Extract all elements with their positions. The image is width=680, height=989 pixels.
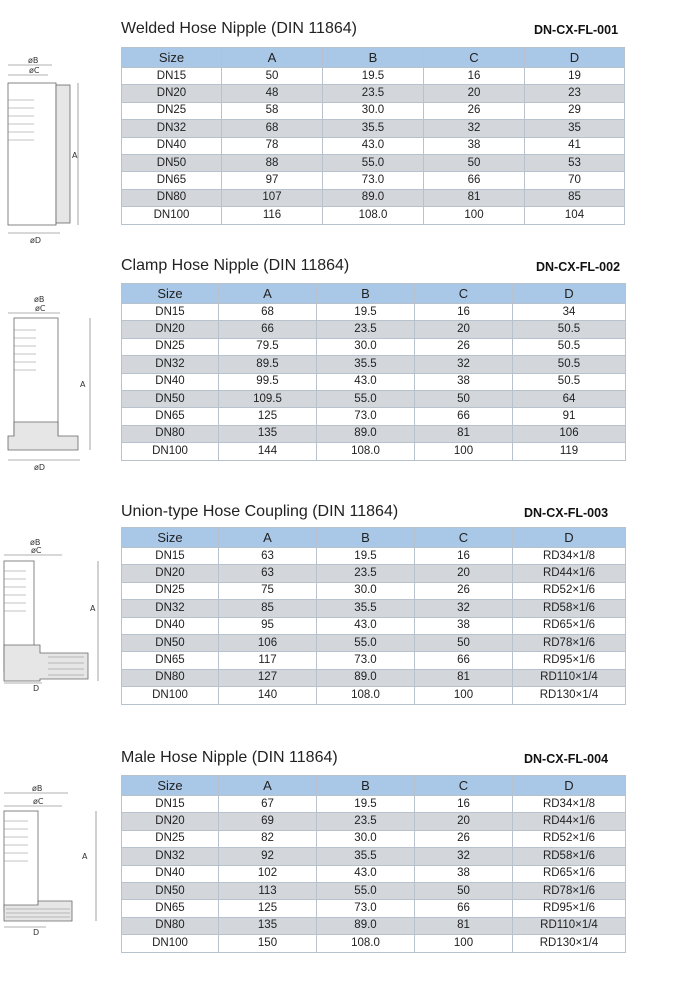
table-row bbox=[122, 356, 626, 373]
table-cell: 63 bbox=[219, 548, 317, 565]
table-cell: 85 bbox=[219, 600, 317, 617]
table-cell: 50 bbox=[222, 68, 323, 85]
dim-label: A bbox=[80, 380, 86, 389]
table-cell: 41 bbox=[525, 137, 625, 154]
table-cell: DN40 bbox=[122, 865, 219, 882]
dim-label: A bbox=[72, 151, 78, 160]
table-cell: 50.5 bbox=[513, 373, 626, 390]
table-cell: 50.5 bbox=[513, 356, 626, 373]
table-cell: 66 bbox=[424, 172, 525, 189]
section-title: Clamp Hose Nipple (DIN 11864) bbox=[121, 257, 350, 274]
table-cell: 20 bbox=[415, 813, 513, 830]
table-cell: 66 bbox=[415, 900, 513, 917]
table-cell: DN65 bbox=[122, 900, 219, 917]
table-cell: 82 bbox=[219, 830, 317, 847]
table-cell: DN100 bbox=[122, 443, 219, 460]
table-cell: 23.5 bbox=[317, 321, 415, 338]
spec-table bbox=[121, 527, 626, 705]
table-cell: RD130×1/4 bbox=[513, 687, 626, 704]
table-cell: RD34×1/8 bbox=[513, 796, 626, 813]
table-cell: 89.0 bbox=[317, 917, 415, 934]
table-cell: DN15 bbox=[122, 796, 219, 813]
table-cell: 23.5 bbox=[317, 565, 415, 582]
table-cell: 16 bbox=[424, 68, 525, 85]
table-cell: RD44×1/6 bbox=[513, 813, 626, 830]
table-cell: DN65 bbox=[122, 408, 219, 425]
table-cell: DN20 bbox=[122, 321, 219, 338]
table-row bbox=[122, 321, 626, 338]
table-cell: 81 bbox=[415, 917, 513, 934]
table-cell: 20 bbox=[415, 565, 513, 582]
table-cell: 26 bbox=[415, 830, 513, 847]
table-cell: DN32 bbox=[122, 356, 219, 373]
table-cell: 73.0 bbox=[317, 652, 415, 669]
table-row bbox=[122, 102, 625, 119]
table-cell: DN25 bbox=[122, 338, 219, 355]
table-cell: 92 bbox=[219, 848, 317, 865]
table-row bbox=[122, 600, 626, 617]
table-cell: 106 bbox=[513, 425, 626, 442]
table-cell: 16 bbox=[415, 796, 513, 813]
table-cell: 34 bbox=[513, 304, 626, 321]
section-title: Welded Hose Nipple (DIN 11864) bbox=[121, 20, 357, 37]
table-cell: 117 bbox=[219, 652, 317, 669]
table-cell: 75 bbox=[219, 582, 317, 599]
table-cell: 32 bbox=[424, 120, 525, 137]
table-row bbox=[122, 900, 626, 917]
table-cell: 107 bbox=[222, 189, 323, 206]
table-cell: 63 bbox=[219, 565, 317, 582]
table-row bbox=[122, 865, 626, 882]
technical-drawing bbox=[0, 779, 110, 989]
table-cell: 89.0 bbox=[323, 189, 424, 206]
table-cell: 109.5 bbox=[219, 390, 317, 407]
table-cell: 67 bbox=[219, 796, 317, 813]
table-cell: 19.5 bbox=[317, 304, 415, 321]
table-cell: 16 bbox=[415, 548, 513, 565]
table-row bbox=[122, 85, 625, 102]
table-row bbox=[122, 304, 626, 321]
product-code: DN-CX-FL-003 bbox=[524, 506, 609, 520]
table-cell: 38 bbox=[424, 137, 525, 154]
table-cell: 73.0 bbox=[323, 172, 424, 189]
table-cell: DN100 bbox=[122, 935, 219, 952]
table-cell: 23.5 bbox=[317, 813, 415, 830]
table-cell: 88 bbox=[222, 154, 323, 171]
dim-label: øC bbox=[35, 304, 46, 313]
table-cell: 125 bbox=[219, 408, 317, 425]
table-cell: RD95×1/6 bbox=[513, 652, 626, 669]
table-cell: 106 bbox=[219, 634, 317, 651]
table-cell: DN25 bbox=[122, 830, 219, 847]
table-cell: 127 bbox=[219, 669, 317, 686]
table-cell: 135 bbox=[219, 425, 317, 442]
table-row bbox=[122, 68, 625, 85]
table-row bbox=[122, 120, 625, 137]
table-cell: 26 bbox=[415, 582, 513, 599]
table-cell: 55.0 bbox=[317, 634, 415, 651]
table-cell: 95 bbox=[219, 617, 317, 634]
column-header-b: B bbox=[317, 284, 415, 304]
table-cell: 50 bbox=[415, 390, 513, 407]
table-cell: DN20 bbox=[122, 85, 222, 102]
dim-label: D bbox=[33, 684, 40, 693]
table-cell: RD52×1/6 bbox=[513, 582, 626, 599]
table-cell: DN32 bbox=[122, 848, 219, 865]
table-cell: 16 bbox=[415, 304, 513, 321]
table-cell: 81 bbox=[415, 669, 513, 686]
table-row bbox=[122, 425, 626, 442]
table-cell: 38 bbox=[415, 617, 513, 634]
table-cell: 85 bbox=[525, 189, 625, 206]
table-row bbox=[122, 813, 626, 830]
table-cell: DN15 bbox=[122, 548, 219, 565]
section-title: Male Hose Nipple (DIN 11864) bbox=[121, 749, 338, 766]
table-cell: 108.0 bbox=[317, 687, 415, 704]
column-header-size: Size bbox=[122, 284, 219, 304]
table-cell: 89.0 bbox=[317, 669, 415, 686]
table-cell: 50 bbox=[415, 634, 513, 651]
table-cell: 55.0 bbox=[317, 882, 415, 899]
table-row bbox=[122, 882, 626, 899]
table-row bbox=[122, 137, 625, 154]
table-cell: 23.5 bbox=[323, 85, 424, 102]
dim-label: øD bbox=[30, 236, 42, 245]
table-cell: DN32 bbox=[122, 600, 219, 617]
table-cell: 81 bbox=[424, 189, 525, 206]
table-cell: 29 bbox=[525, 102, 625, 119]
table-cell: 43.0 bbox=[317, 865, 415, 882]
table-cell: DN80 bbox=[122, 189, 222, 206]
table-row bbox=[122, 207, 625, 224]
table-row bbox=[122, 154, 625, 171]
table-cell: 23 bbox=[525, 85, 625, 102]
table-row bbox=[122, 443, 626, 460]
table-cell: 30.0 bbox=[317, 830, 415, 847]
table-cell: 35 bbox=[525, 120, 625, 137]
table-cell: RD78×1/6 bbox=[513, 634, 626, 651]
column-header-d: D bbox=[513, 776, 626, 796]
column-header-c: C bbox=[415, 528, 513, 548]
table-cell: RD130×1/4 bbox=[513, 935, 626, 952]
table-cell: 91 bbox=[513, 408, 626, 425]
table-cell: 30.0 bbox=[317, 582, 415, 599]
table-row bbox=[122, 830, 626, 847]
table-cell: 48 bbox=[222, 85, 323, 102]
dim-label: øD bbox=[34, 463, 46, 472]
dim-label: A bbox=[82, 852, 88, 861]
table-cell: RD110×1/4 bbox=[513, 669, 626, 686]
table-cell: 32 bbox=[415, 356, 513, 373]
table-cell: 53 bbox=[525, 154, 625, 171]
table-cell: 30.0 bbox=[317, 338, 415, 355]
column-header-b: B bbox=[317, 528, 415, 548]
dim-label: øB bbox=[30, 538, 41, 547]
table-cell: 32 bbox=[415, 848, 513, 865]
table-row bbox=[122, 634, 626, 651]
product-code: DN-CX-FL-004 bbox=[524, 752, 609, 766]
column-header-b: B bbox=[317, 776, 415, 796]
table-cell: 70 bbox=[525, 172, 625, 189]
table-cell: RD44×1/6 bbox=[513, 565, 626, 582]
column-header-b: B bbox=[323, 48, 424, 68]
dim-label: øB bbox=[34, 295, 45, 304]
table-cell: 50.5 bbox=[513, 338, 626, 355]
table-cell: 26 bbox=[415, 338, 513, 355]
product-code: DN-CX-FL-001 bbox=[534, 23, 619, 37]
table-cell: 20 bbox=[415, 321, 513, 338]
table-cell: 30.0 bbox=[323, 102, 424, 119]
table-cell: 89.5 bbox=[219, 356, 317, 373]
table-cell: 55.0 bbox=[317, 390, 415, 407]
table-cell: DN40 bbox=[122, 373, 219, 390]
table-cell: 116 bbox=[222, 207, 323, 224]
table-cell: 97 bbox=[222, 172, 323, 189]
technical-drawing bbox=[0, 533, 110, 733]
table-row bbox=[122, 652, 626, 669]
table-cell: 55.0 bbox=[323, 154, 424, 171]
table-cell: RD58×1/6 bbox=[513, 600, 626, 617]
table-cell: RD65×1/6 bbox=[513, 865, 626, 882]
table-cell: 104 bbox=[525, 207, 625, 224]
column-header-a: A bbox=[222, 48, 323, 68]
table-cell: 108.0 bbox=[317, 935, 415, 952]
table-cell: 100 bbox=[415, 443, 513, 460]
table-cell: 35.5 bbox=[317, 356, 415, 373]
table-row bbox=[122, 617, 626, 634]
table-cell: DN65 bbox=[122, 172, 222, 189]
table-cell: DN100 bbox=[122, 687, 219, 704]
table-cell: 89.0 bbox=[317, 425, 415, 442]
table-cell: DN80 bbox=[122, 669, 219, 686]
technical-drawing bbox=[0, 50, 110, 250]
table-cell: 150 bbox=[219, 935, 317, 952]
table-cell: 50 bbox=[415, 882, 513, 899]
table-cell: 100 bbox=[415, 935, 513, 952]
table-cell: 35.5 bbox=[323, 120, 424, 137]
table-cell: DN40 bbox=[122, 617, 219, 634]
table-cell: DN15 bbox=[122, 304, 219, 321]
table-cell: 102 bbox=[219, 865, 317, 882]
table-row bbox=[122, 935, 626, 952]
table-cell: 113 bbox=[219, 882, 317, 899]
table-cell: 73.0 bbox=[317, 900, 415, 917]
table-cell: 38 bbox=[415, 373, 513, 390]
column-header-d: D bbox=[513, 528, 626, 548]
table-row bbox=[122, 189, 625, 206]
table-cell: 135 bbox=[219, 917, 317, 934]
table-cell: DN65 bbox=[122, 652, 219, 669]
table-cell: DN15 bbox=[122, 68, 222, 85]
table-cell: 38 bbox=[415, 865, 513, 882]
table-row bbox=[122, 917, 626, 934]
table-cell: 78 bbox=[222, 137, 323, 154]
table-cell: 100 bbox=[424, 207, 525, 224]
table-cell: DN80 bbox=[122, 917, 219, 934]
table-cell: DN80 bbox=[122, 425, 219, 442]
table-row bbox=[122, 548, 626, 565]
table-row bbox=[122, 390, 626, 407]
table-cell: 26 bbox=[424, 102, 525, 119]
table-cell: DN20 bbox=[122, 813, 219, 830]
column-header-size: Size bbox=[122, 776, 219, 796]
table-cell: RD58×1/6 bbox=[513, 848, 626, 865]
table-cell: 108.0 bbox=[323, 207, 424, 224]
table-cell: DN20 bbox=[122, 565, 219, 582]
table-cell: 66 bbox=[415, 408, 513, 425]
table-cell: 66 bbox=[219, 321, 317, 338]
column-header-d: D bbox=[513, 284, 626, 304]
table-cell: DN100 bbox=[122, 207, 222, 224]
dim-label: A bbox=[90, 604, 96, 613]
table-cell: 119 bbox=[513, 443, 626, 460]
dim-label: øC bbox=[31, 546, 42, 555]
table-cell: 108.0 bbox=[317, 443, 415, 460]
dim-label: øC bbox=[29, 66, 40, 75]
column-header-a: A bbox=[219, 528, 317, 548]
column-header-d: D bbox=[525, 48, 625, 68]
table-cell: 81 bbox=[415, 425, 513, 442]
dim-label: øB bbox=[28, 56, 39, 65]
table-cell: 43.0 bbox=[323, 137, 424, 154]
product-code: DN-CX-FL-002 bbox=[536, 260, 621, 274]
table-cell: 20 bbox=[424, 85, 525, 102]
table-cell: 144 bbox=[219, 443, 317, 460]
table-cell: 140 bbox=[219, 687, 317, 704]
table-row bbox=[122, 408, 626, 425]
spec-table bbox=[121, 775, 626, 953]
column-header-size: Size bbox=[122, 48, 222, 68]
table-cell: RD34×1/8 bbox=[513, 548, 626, 565]
table-row bbox=[122, 373, 626, 390]
column-header-size: Size bbox=[122, 528, 219, 548]
column-header-c: C bbox=[415, 776, 513, 796]
table-cell: 35.5 bbox=[317, 600, 415, 617]
section-title: Union-type Hose Coupling (DIN 11864) bbox=[121, 503, 399, 520]
table-cell: 43.0 bbox=[317, 617, 415, 634]
table-cell: 19.5 bbox=[323, 68, 424, 85]
table-cell: 68 bbox=[222, 120, 323, 137]
table-row bbox=[122, 669, 626, 686]
table-cell: DN32 bbox=[122, 120, 222, 137]
dim-label: D bbox=[33, 928, 40, 937]
table-row bbox=[122, 565, 626, 582]
table-cell: DN50 bbox=[122, 882, 219, 899]
table-cell: 50 bbox=[424, 154, 525, 171]
technical-drawing bbox=[0, 292, 110, 497]
table-cell: RD95×1/6 bbox=[513, 900, 626, 917]
column-header-c: C bbox=[415, 284, 513, 304]
table-cell: 73.0 bbox=[317, 408, 415, 425]
table-cell: 100 bbox=[415, 687, 513, 704]
table-cell: DN25 bbox=[122, 582, 219, 599]
table-cell: 19 bbox=[525, 68, 625, 85]
dim-label: øB bbox=[32, 784, 43, 793]
table-row bbox=[122, 582, 626, 599]
table-cell: 50.5 bbox=[513, 321, 626, 338]
table-cell: 43.0 bbox=[317, 373, 415, 390]
table-cell: 19.5 bbox=[317, 796, 415, 813]
table-cell: 58 bbox=[222, 102, 323, 119]
table-cell: DN50 bbox=[122, 390, 219, 407]
table-cell: DN50 bbox=[122, 154, 222, 171]
spec-table bbox=[121, 283, 626, 461]
table-cell: 64 bbox=[513, 390, 626, 407]
table-cell: 66 bbox=[415, 652, 513, 669]
table-cell: DN25 bbox=[122, 102, 222, 119]
table-cell: 68 bbox=[219, 304, 317, 321]
table-row bbox=[122, 172, 625, 189]
table-cell: RD110×1/4 bbox=[513, 917, 626, 934]
table-cell: 69 bbox=[219, 813, 317, 830]
table-cell: RD65×1/6 bbox=[513, 617, 626, 634]
column-header-a: A bbox=[219, 284, 317, 304]
table-row bbox=[122, 848, 626, 865]
column-header-c: C bbox=[424, 48, 525, 68]
table-cell: 35.5 bbox=[317, 848, 415, 865]
table-cell: DN40 bbox=[122, 137, 222, 154]
table-row bbox=[122, 687, 626, 704]
table-cell: 79.5 bbox=[219, 338, 317, 355]
table-row bbox=[122, 796, 626, 813]
table-row bbox=[122, 338, 626, 355]
table-cell: RD52×1/6 bbox=[513, 830, 626, 847]
table-cell: 32 bbox=[415, 600, 513, 617]
table-cell: 19.5 bbox=[317, 548, 415, 565]
table-cell: RD78×1/6 bbox=[513, 882, 626, 899]
table-cell: 125 bbox=[219, 900, 317, 917]
table-cell: DN50 bbox=[122, 634, 219, 651]
spec-table bbox=[121, 47, 625, 225]
dim-label: øC bbox=[33, 797, 44, 806]
column-header-a: A bbox=[219, 776, 317, 796]
table-cell: 99.5 bbox=[219, 373, 317, 390]
